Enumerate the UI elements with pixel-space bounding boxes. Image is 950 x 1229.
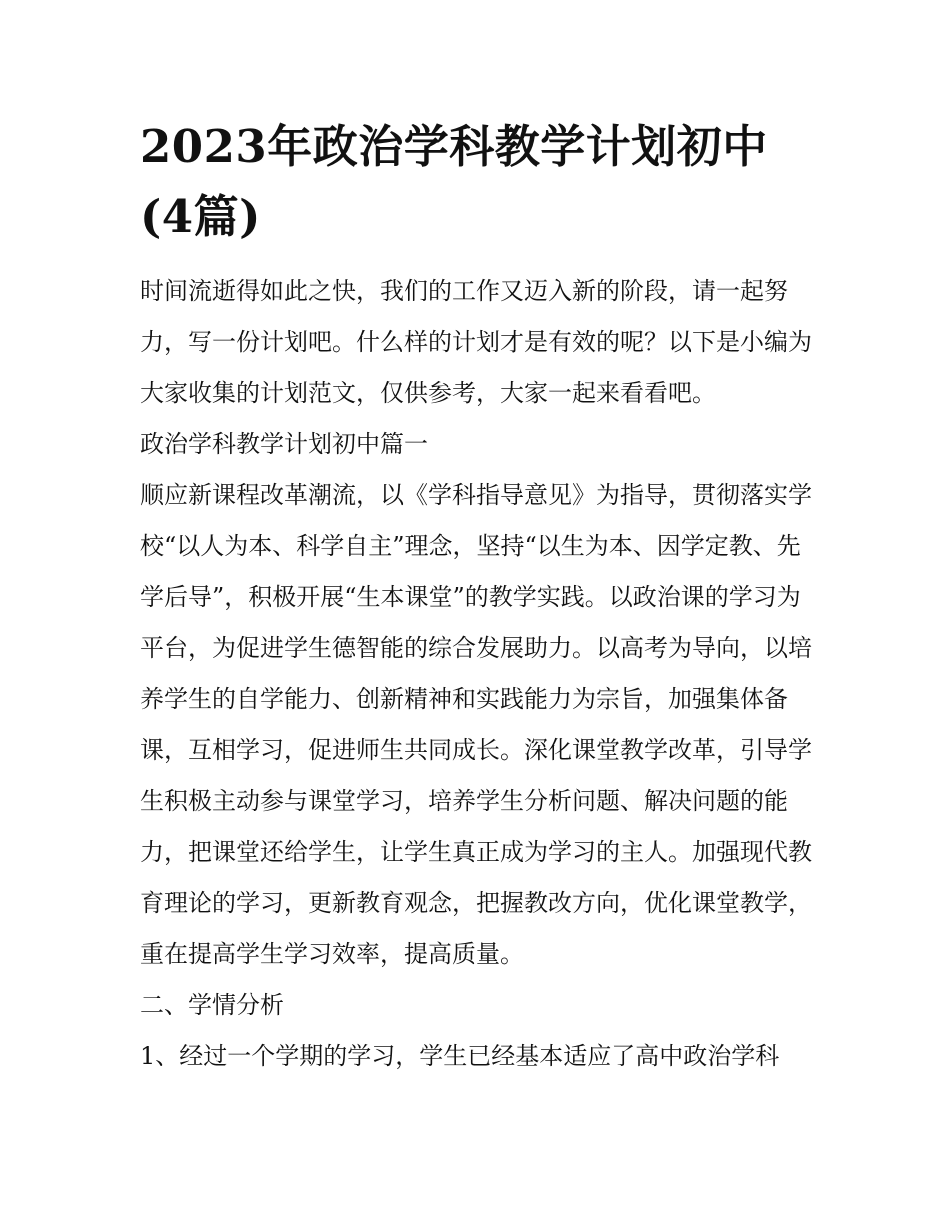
section-heading-2: 二、学情分析 (140, 991, 284, 1019)
list-item-1: 1、经过一个学期的学习，学生已经基本适应了高中政治学科 (140, 1042, 780, 1070)
document-page (140, 112, 820, 1082)
section-body-1: 顺应新课程改革潮流，以《学科指导意见》为指导，贯彻落实学校“以人为本、科学自主”理念，坚持“以生为本、因学定教、先学后导”，积极开展“生本课堂”的教学实践。以政治课的学习为平台，为促进学生德智能的综合发展助力。以高考为导向，以培养学生的自学能力、创新精神和实践能力为宗旨，加强集体备课，互相学习，促进师生共同成长。深化课堂教学改革，引导学生积极主动参与课堂学习，培养学生分析问题、解决问题的能力，把课堂还给学生，让学生真正成为学习的主人。加强现代教育理论的学习，更新教育观念，把握教改方向，优化课堂教学，重在提高学生学习效率，提高质量。 (140, 481, 812, 968)
document-title: 2023年政治学科教学计划初中(4篇) (140, 120, 768, 243)
section-heading-1: 政治学科教学计划初中篇一 (140, 430, 428, 458)
intro-paragraph: 时间流逝得如此之快，我们的工作又迈入新的阶段，请一起努力，写一份计划吧。什么样的计划才是有效的呢？以下是小编为大家收集的计划范文，仅供参考，大家一起来看看吧。 (140, 277, 812, 407)
